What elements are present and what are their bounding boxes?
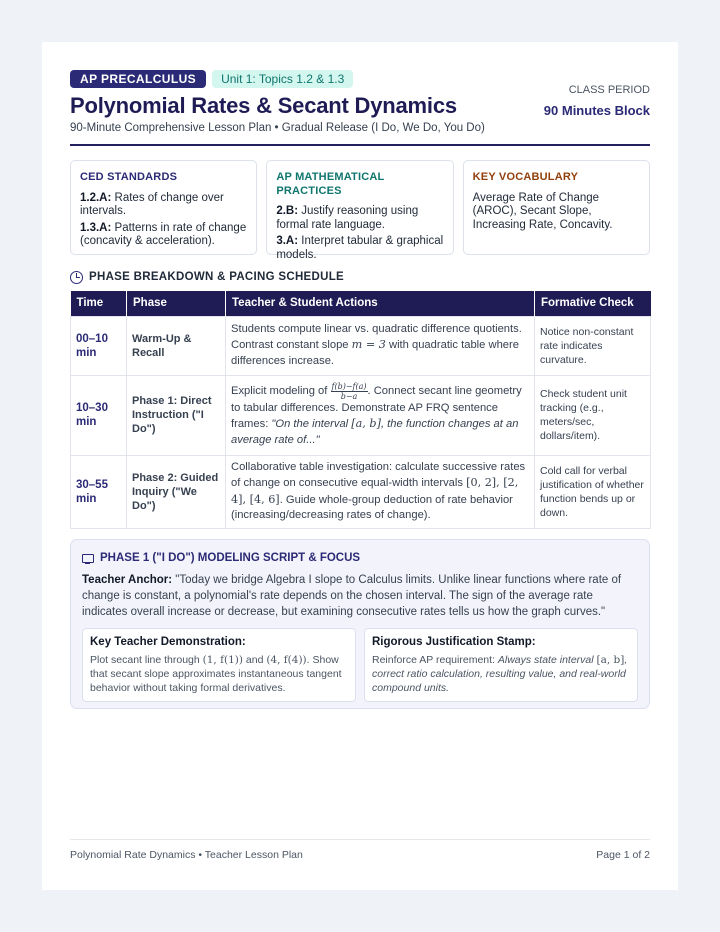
script-heading-text: PHASE 1 ("I DO") MODELING SCRIPT & FOCUS bbox=[100, 552, 361, 564]
practice-text: Justify reasoning using formal rate language. bbox=[276, 205, 419, 231]
schedule-heading bbox=[70, 269, 344, 285]
lesson-plan-page bbox=[42, 42, 678, 890]
column-header: Phase bbox=[127, 291, 226, 316]
card-title: CED STANDARDS bbox=[80, 171, 178, 183]
vocabulary-text: Average Rate of Change (AROC), Secant Slope, Increasing Rate, Concavity. bbox=[472, 191, 613, 231]
standard-item bbox=[80, 222, 247, 249]
script-subcards bbox=[82, 628, 638, 702]
page-footer bbox=[70, 839, 650, 861]
math-expression: [0, 2], [2, 4], [4, 6] bbox=[231, 476, 519, 506]
math-expression: [a, b] bbox=[351, 417, 381, 431]
column-header: Teacher & Student Actions bbox=[226, 291, 535, 316]
math-expression: m = 3 bbox=[351, 338, 386, 352]
action-cell bbox=[226, 316, 535, 375]
sentence-frame bbox=[231, 418, 518, 446]
action-text: . Connect secant line geometry to tabular differences. Demonstrate AP FRQ sentence frames: bbox=[231, 384, 522, 431]
phase-cell: Warm-Up & Recall bbox=[127, 316, 226, 375]
card-title: AP MATHEMATICAL PRACTICES bbox=[276, 171, 385, 197]
action-text: Students compute linear vs. quadratic difference quotients. Contrast constant slope bbox=[231, 322, 522, 352]
demonstration-title: Key Teacher Demonstration: bbox=[90, 636, 246, 648]
standard-text: Patterns in rate of change (concavity & acceleration). bbox=[80, 221, 247, 247]
check-cell: Cold call for verbal justification of whether function bends up or down. bbox=[535, 455, 651, 528]
action-text: . Guide whole-group deduction of rate behavior (increasing/decreasing rates of change). bbox=[231, 493, 513, 521]
justification-card bbox=[364, 628, 638, 702]
fraction-numerator: f(b)−f(a) bbox=[331, 381, 367, 391]
table-header-row bbox=[71, 291, 651, 316]
justification-text: Reinforce AP requirement: bbox=[372, 654, 498, 666]
column-header: Formative Check bbox=[535, 291, 651, 316]
time-cell: 00–10 min bbox=[71, 316, 127, 375]
practice-code: 3.A: bbox=[276, 235, 299, 247]
demonstration-text: Plot secant line through bbox=[90, 654, 203, 666]
clock-icon bbox=[70, 271, 83, 284]
modeling-script-panel bbox=[70, 539, 650, 709]
unit-badge: Unit 1: Topics 1.2 & 1.3 bbox=[212, 70, 353, 88]
math-expression: (4, f(4)) bbox=[266, 654, 307, 666]
practice-text: Interpret tabular & graphical models. bbox=[276, 235, 444, 261]
action-text: Explicit modeling of bbox=[231, 384, 331, 397]
practice-item bbox=[276, 205, 443, 232]
justification-italic: , correct ratio calculation, resulting value, and real-world compound units. bbox=[372, 654, 628, 694]
demonstration-card bbox=[82, 628, 356, 702]
fraction-denominator: b−a bbox=[340, 391, 358, 401]
footer-title: Polynomial Rate Dynamics • Teacher Lesson Plan bbox=[70, 849, 303, 861]
presentation-icon bbox=[82, 554, 94, 563]
page-subtitle: 90-Minute Comprehensive Lesson Plan • Gradual Release (I Do, We Do, You Do) bbox=[70, 122, 485, 134]
standard-text: Rates of change over intervals. bbox=[80, 191, 224, 217]
phase-cell: Phase 2: Guided Inquiry ("We Do") bbox=[127, 455, 226, 528]
demonstration-text: . Show that secant slope approximates instantaneous tangent behavior without taking formal derivatives. bbox=[90, 654, 342, 694]
script-heading bbox=[82, 551, 638, 565]
pacing-schedule-table bbox=[70, 291, 651, 529]
practice-item bbox=[276, 235, 443, 262]
sentence-frame-text: , the function changes at an average rate of..." bbox=[231, 418, 519, 446]
table-row bbox=[71, 375, 651, 455]
anchor-text: "Today we bridge Algebra I slope to Calculus limits. Unlike linear functions where rate of change is constant, a polynomial's rate depends on the chosen interval. The sign of the average rate indicates overall increase or decrease, but examining consecutive rates tells us how the graph curves." bbox=[82, 574, 622, 618]
check-cell: Notice non-constant rate indicates curvature. bbox=[535, 316, 651, 375]
action-text: with quadratic table where differences increase. bbox=[231, 339, 519, 367]
action-text: Collaborative table investigation: calculate successive rates of change on consecutive equal-width intervals bbox=[231, 460, 526, 489]
demonstration-body bbox=[90, 653, 348, 695]
teacher-anchor bbox=[82, 572, 638, 620]
action-cell bbox=[226, 375, 535, 455]
time-cell: 30–55 min bbox=[71, 455, 127, 528]
sentence-frame-text: "On the interval bbox=[271, 418, 352, 431]
standards-cards bbox=[70, 160, 650, 261]
difference-quotient-fraction bbox=[331, 382, 368, 401]
table-row bbox=[71, 455, 651, 528]
page-title: Polynomial Rates & Secant Dynamics bbox=[70, 93, 457, 118]
demonstration-text: and bbox=[242, 654, 267, 666]
math-expression: (1, f(1)) bbox=[202, 654, 243, 666]
justification-body bbox=[372, 653, 630, 695]
practices-card bbox=[266, 160, 453, 261]
page-number: Page 1 of 2 bbox=[596, 849, 650, 861]
check-cell: Check student unit tracking (e.g., meters/sec, dollars/item). bbox=[535, 375, 651, 455]
class-period-value: 90 Minutes Block bbox=[543, 103, 650, 118]
course-badge: AP PRECALCULUS bbox=[70, 70, 206, 88]
page-header bbox=[70, 70, 650, 146]
table-row bbox=[71, 316, 651, 375]
badge-row bbox=[70, 70, 650, 88]
ced-standards-card bbox=[70, 160, 257, 255]
phase-cell: Phase 1: Direct Instruction ("I Do") bbox=[127, 375, 226, 455]
standard-code: 1.2.A: bbox=[80, 191, 112, 204]
math-expression: [a, b] bbox=[596, 654, 625, 666]
time-cell: 10–30 min bbox=[71, 375, 127, 455]
justification-title: Rigorous Justification Stamp: bbox=[372, 636, 536, 648]
card-title: KEY VOCABULARY bbox=[472, 171, 579, 183]
justification-italic: Always state interval bbox=[497, 654, 597, 666]
schedule-heading-text: PHASE BREAKDOWN & PACING SCHEDULE bbox=[89, 271, 345, 283]
practice-code: 2.B: bbox=[276, 205, 299, 217]
column-header: Time bbox=[71, 291, 127, 316]
action-cell bbox=[226, 455, 535, 528]
vocabulary-card bbox=[463, 160, 650, 255]
class-period-label: CLASS PERIOD bbox=[568, 84, 650, 96]
standard-code: 1.3.A: bbox=[80, 221, 112, 234]
standard-item bbox=[80, 192, 247, 219]
anchor-label: Teacher Anchor: bbox=[82, 574, 173, 586]
